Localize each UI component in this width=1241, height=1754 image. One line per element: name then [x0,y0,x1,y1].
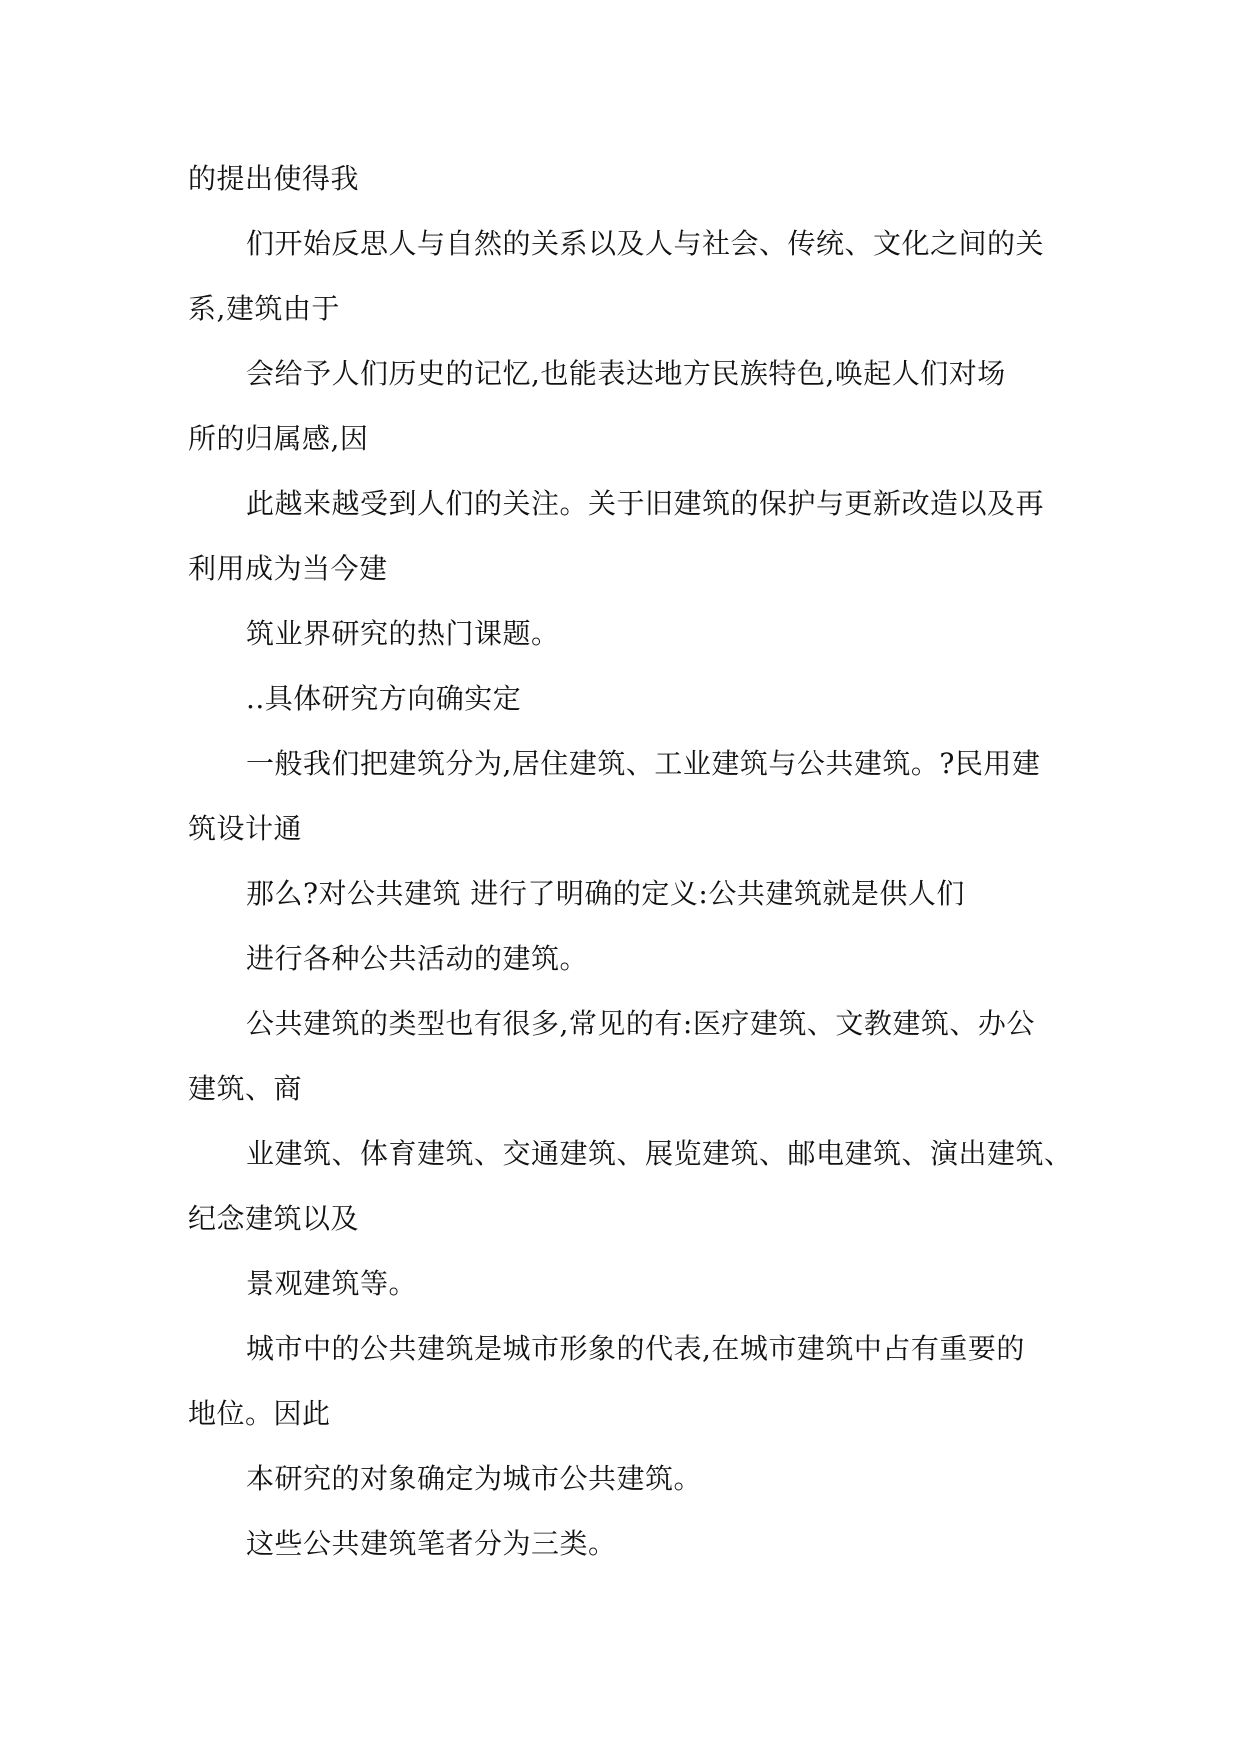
text-line: 这些公共建筑笔者分为三类。 [246,1527,617,1560]
body-text [188,154,1073,1584]
section-heading: ..具体研究方向确实定 [246,682,522,715]
text-line: 利用成为当今建 [188,552,388,585]
text-line: 们开始反思人与自然的关系以及人与社会、传统、文化之间的关 [246,227,1045,260]
text-line: 地位。因此 [188,1397,331,1430]
text-line: 的提出使得我 [188,162,360,195]
text-line: 进行各种公共活动的建筑。 [246,942,589,975]
text-line: 纪念建筑以及 [188,1202,360,1235]
text-line: 一般我们把建筑分为,居住建筑、工业建筑与公共建筑。?民用建 [246,747,1041,780]
text-line: 那么?对公共建筑 进行了明确的定义:公共建筑就是供人们 [246,877,965,910]
text-line: 所的归属感,因 [188,422,369,455]
text-line: 业建筑、体育建筑、交通建筑、展览建筑、邮电建筑、演出建筑、 [246,1137,1073,1170]
text-line: 系,建筑由于 [188,292,340,325]
text-line: 公共建筑的类型也有很多,常见的有:医疗建筑、文教建筑、办公 [246,1007,1035,1040]
text-line: 景观建筑等。 [246,1267,418,1300]
text-line: 城市中的公共建筑是城市形象的代表,在城市建筑中占有重要的 [246,1332,1025,1365]
text-line: 此越来越受到人们的关注。关于旧建筑的保护与更新改造以及再 [246,487,1045,520]
text-line: 筑业界研究的热门课题。 [246,617,560,650]
text-line: 筑设计通 [188,812,303,845]
text-line: 会给予人们历史的记忆,也能表达地方民族特色,唤起人们对场 [246,357,1006,390]
text-line: 本研究的对象确定为城市公共建筑。 [246,1462,703,1495]
text-line: 建筑、商 [188,1072,303,1105]
